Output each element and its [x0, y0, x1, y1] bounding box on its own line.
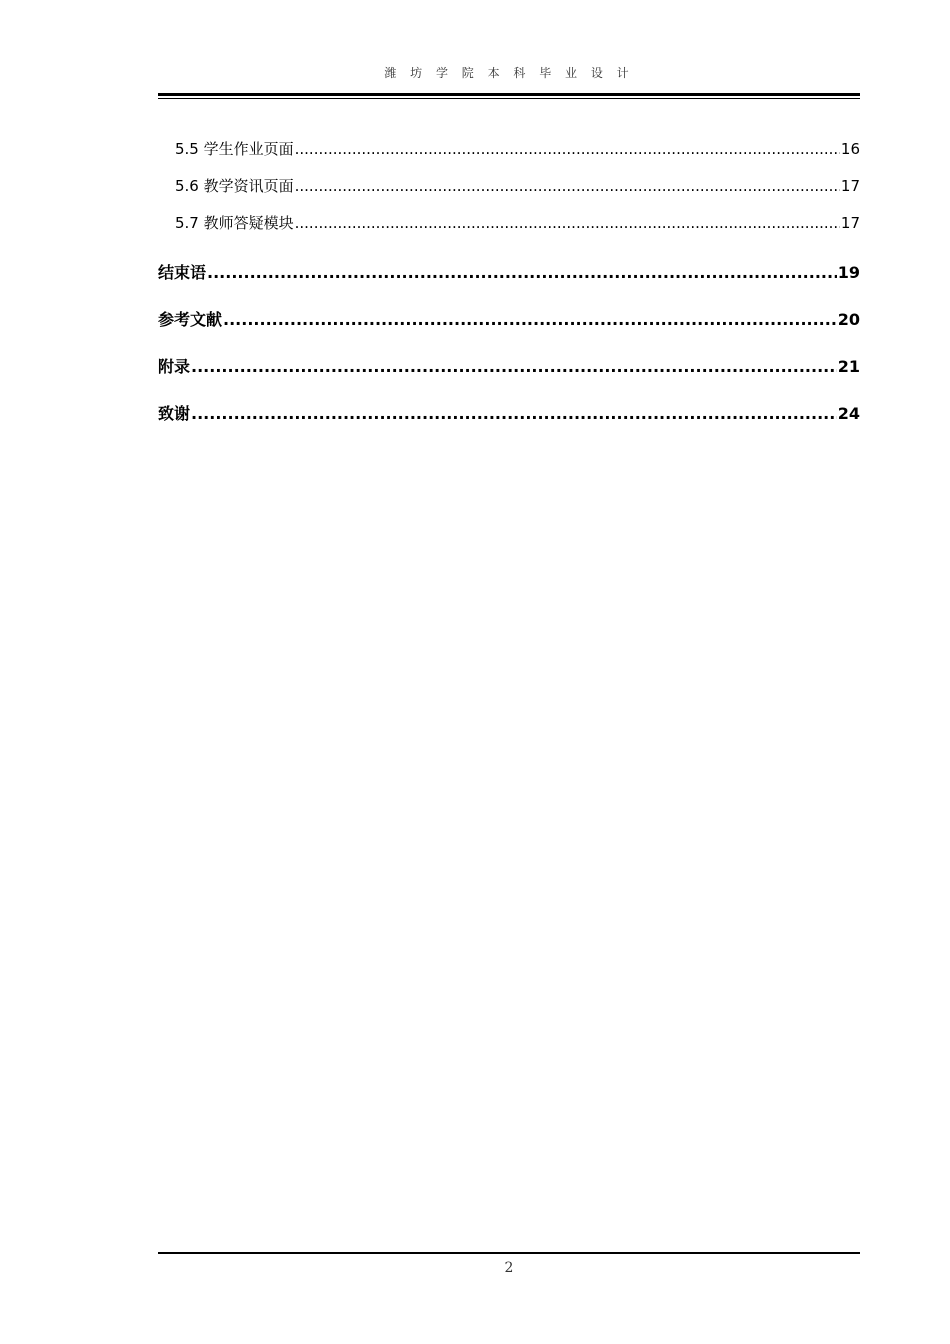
toc-entry-conclusion[interactable]	[158, 260, 860, 283]
toc-entry-page: 17	[840, 214, 860, 232]
toc-entry-title: 5.5 学生作业页面	[175, 140, 294, 158]
toc-entry-page: 17	[840, 177, 860, 195]
toc-dot-leader	[295, 177, 840, 195]
toc-entry-5-5[interactable]	[175, 138, 860, 159]
page-header-title: 潍 坊 学 院 本 科 毕 业 设 计	[384, 66, 634, 80]
toc-entry-references[interactable]	[158, 307, 860, 330]
footer-rule	[158, 1252, 860, 1254]
toc-entry-acknowledgements[interactable]	[158, 401, 860, 424]
toc-dot-leader	[191, 404, 837, 423]
footer-page-number: 2	[504, 1260, 514, 1276]
toc-entry-page: 21	[837, 357, 860, 376]
toc-entry-title: 附录	[158, 357, 191, 376]
toc-entry-page: 20	[837, 310, 860, 329]
toc-entry-5-7[interactable]	[175, 212, 860, 233]
toc-entry-page: 24	[837, 404, 860, 423]
toc-entry-title: 5.6 教学资讯页面	[175, 177, 294, 195]
toc-entry-title: 5.7 教师答疑模块	[175, 214, 294, 232]
toc-dot-leader	[191, 357, 837, 376]
header-rule	[158, 93, 860, 96]
toc-entry-page: 16	[840, 140, 860, 158]
toc-dot-leader	[295, 140, 840, 158]
toc-dot-leader	[295, 214, 840, 232]
toc-entry-appendix[interactable]	[158, 354, 860, 377]
toc-entry-title: 参考文献	[158, 310, 223, 329]
header-rule-thin	[158, 98, 860, 99]
toc-entry-title: 结束语	[158, 263, 207, 282]
toc-entry-title: 致谢	[158, 404, 191, 423]
toc-entry-page: 19	[837, 263, 860, 282]
toc-entry-5-6[interactable]	[175, 175, 860, 196]
toc-dot-leader	[207, 263, 837, 282]
toc-dot-leader	[223, 310, 837, 329]
